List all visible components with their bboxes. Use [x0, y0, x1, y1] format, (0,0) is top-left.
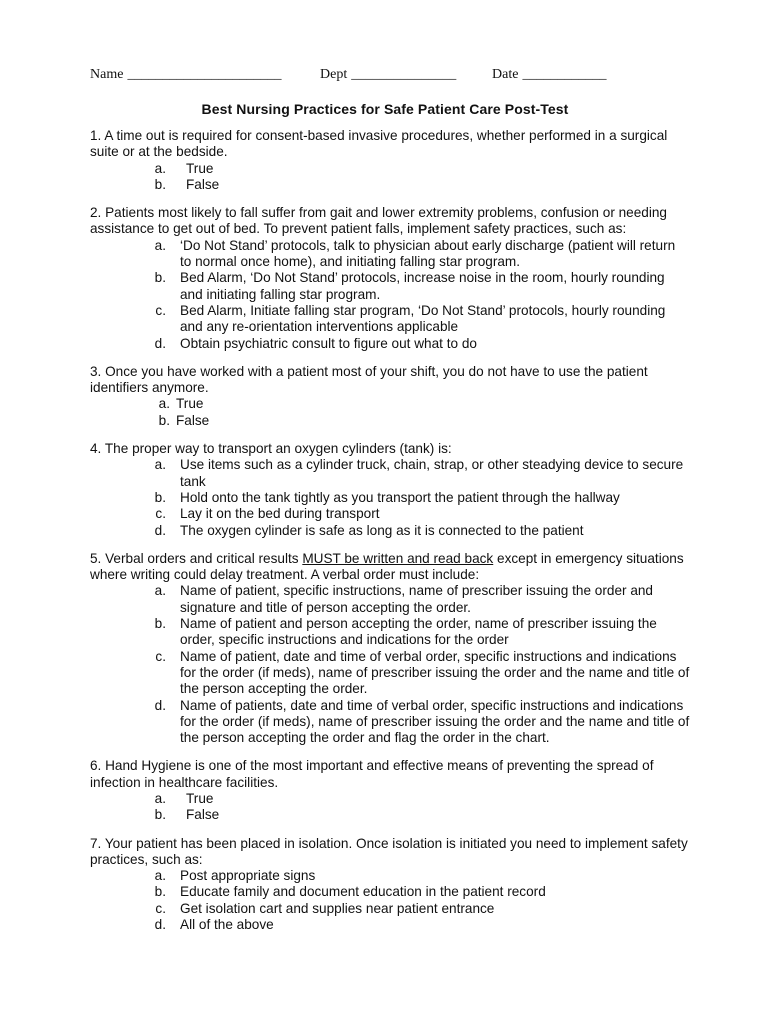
question-1 [90, 128, 690, 193]
name-label: Name [90, 67, 124, 82]
question-2-option-a[interactable]: a. ‘Do Not Stand’ protocols, talk to physician about early discharge (patient will return to normal once home), and initiating falling star program. [154, 237, 676, 270]
question-5-option-a[interactable]: a. Name of patient, specific instructions, name of prescriber issuing the order and signature and title of person accepting the order. [154, 583, 653, 615]
question-2-option-b[interactable]: b. Bed Alarm, ‘Do Not Stand’ protocols, increase noise in the room, hourly rounding and initiating falling star program. [154, 270, 665, 302]
question-7-text: 7. Your patient has been placed in isolation. Once isolation is initiated you need to implement safety practices, such as: [90, 835, 688, 867]
question-4-option-d[interactable]: d. The oxygen cylinder is safe as long as it is connected to the patient [154, 522, 584, 538]
question-1-option-b[interactable]: b. False [154, 176, 220, 192]
question-5 [90, 551, 690, 747]
name-blank[interactable]: ______________________ [127, 67, 282, 82]
question-list [90, 128, 690, 945]
question-4-option-c[interactable]: c. Lay it on the bed during transport [155, 506, 380, 522]
question-4-option-a[interactable]: a. Use items such as a cylinder truck, chain, strap, or other steadying device to secure tank [154, 457, 684, 489]
dept-field[interactable] [320, 67, 456, 83]
question-2-option-c[interactable]: c. Bed Alarm, Initiate falling star program, ‘Do Not Stand’ protocols, hourly rounding and any re-orientation interventions applicable [155, 302, 666, 335]
question-6 [90, 758, 690, 823]
question-5-text: 5. Verbal orders and critical results MUST be written and read back except in emergency situations where writing could delay treatment. A verbal order must include: [90, 550, 684, 583]
question-7 [90, 836, 690, 934]
question-2-option-d[interactable]: d. Obtain psychiatric consult to figure out what to do [154, 335, 477, 351]
dept-label: Dept [320, 67, 348, 82]
question-6-option-b[interactable]: b. False [154, 807, 220, 823]
date-label: Date [492, 67, 519, 82]
question-1-option-a[interactable]: a. True [154, 160, 214, 176]
question-3-option-a[interactable]: a. True [158, 396, 204, 412]
question-7-option-b[interactable]: b. Educate family and document education in the patient record [154, 884, 546, 900]
name-field[interactable] [90, 67, 281, 83]
page-title: Best Nursing Practices for Safe Patient Care Post-Test [201, 101, 569, 117]
question-2 [90, 205, 690, 352]
question-4-option-b[interactable]: b. Hold onto the tank tightly as you transport the patient through the hallway [154, 489, 620, 505]
question-5-option-c[interactable]: c. Name of patient, date and time of verbal order, specific instructions and indications for the order (if meds), name of prescriber issuing the order and the name and title of the person accepting the order. [155, 648, 690, 697]
question-4 [90, 441, 690, 539]
question-1-text: 1. A time out is required for consent-based invasive procedures, whether performed in a surgical suite or at the bedside. [90, 128, 668, 160]
date-blank[interactable]: ____________ [522, 67, 607, 82]
question-5-option-d[interactable]: d. Name of patients, date and time of verbal order, specific instructions and indications for the order (if meds), name of prescriber issuing the order and the name and title of the person accepting the order and flag the order in the chart. [154, 697, 690, 746]
question-5-option-b[interactable]: b. Name of patient and person accepting the order, name of prescriber issuing the order, specific instructions and indications for the order [154, 616, 657, 648]
question-3-option-b[interactable]: b. False [158, 412, 210, 428]
question-7-option-c[interactable]: c. Get isolation cart and supplies near patient entrance [155, 900, 495, 916]
question-6-option-a[interactable]: a. True [154, 790, 214, 806]
date-field[interactable] [492, 67, 606, 83]
header-fields [90, 67, 690, 87]
question-3-text: 3. Once you have worked with a patient most of your shift, you do not have to use the patient identifiers anymore. [90, 363, 648, 396]
question-2-text: 2. Patients most likely to fall suffer from gait and lower extremity problems, confusion or needing assistance to get out of bed. To prevent patient falls, implement safety practices, such as: [90, 205, 667, 237]
emphasis-underline: MUST be written and read back [302, 550, 494, 566]
question-6-text: 6. Hand Hygiene is one of the most important and effective means of preventing the spread of infection in healthcare facilities. [90, 758, 654, 790]
question-7-option-d[interactable]: d. All of the above [154, 917, 274, 933]
question-3 [90, 364, 690, 429]
dept-blank[interactable]: _______________ [351, 67, 457, 82]
question-4-text: 4. The proper way to transport an oxygen cylinders (tank) is: [90, 441, 452, 457]
question-7-option-a[interactable]: a. Post appropriate signs [154, 868, 316, 884]
